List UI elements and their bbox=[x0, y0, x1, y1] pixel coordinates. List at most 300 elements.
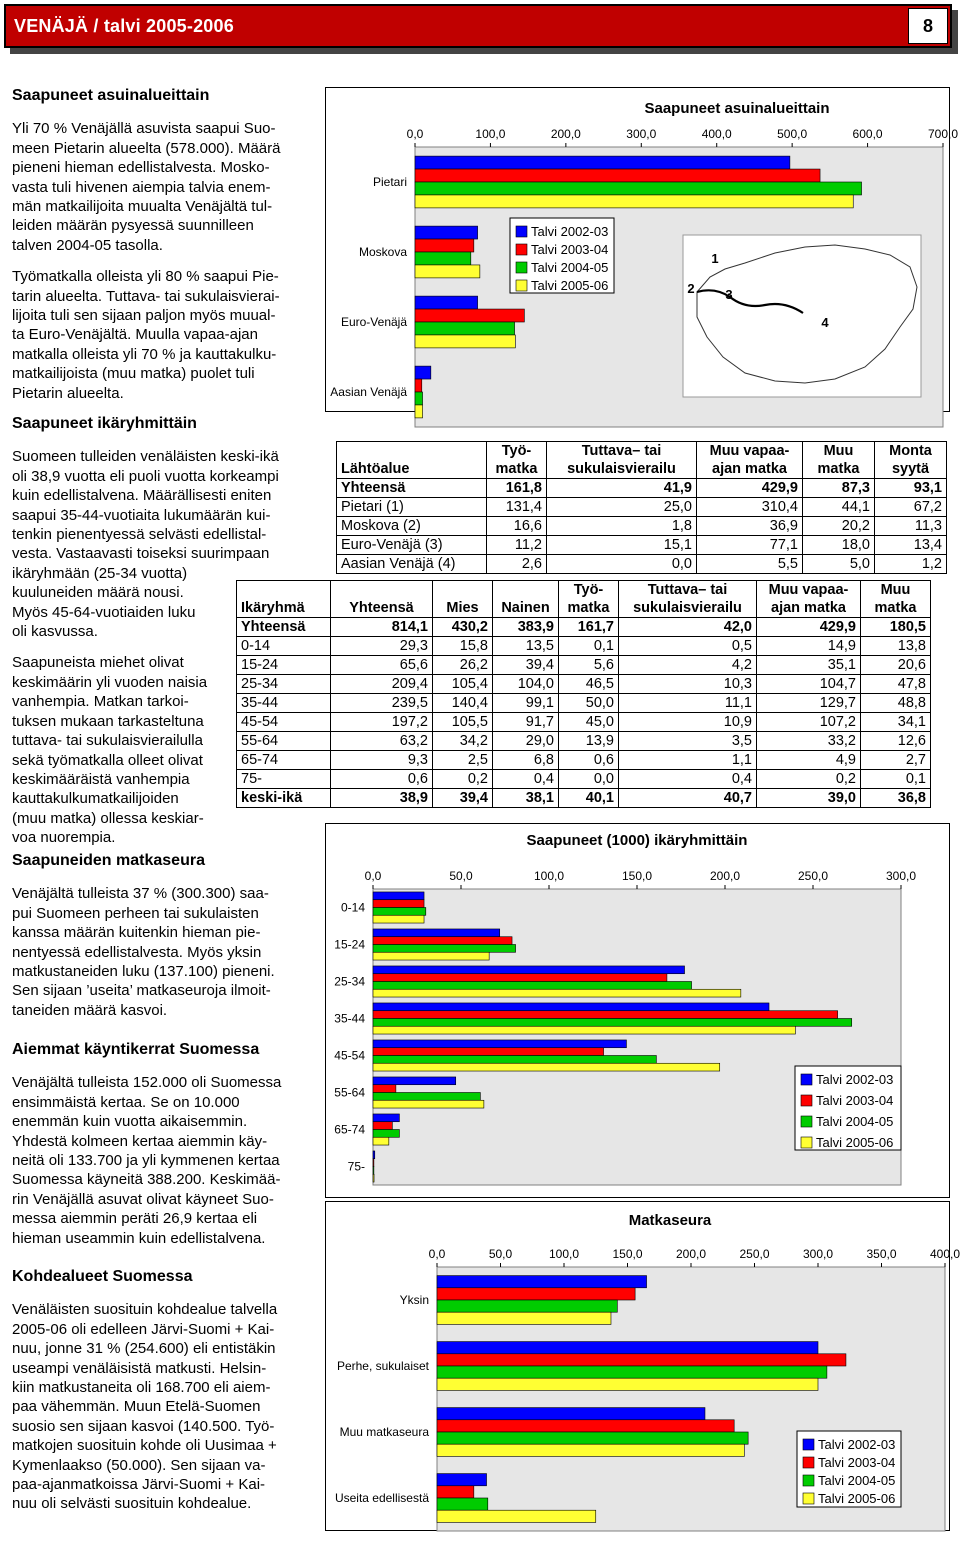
chart-age-svg bbox=[325, 823, 950, 1198]
chart-title: Saapuneet asuinalueittain bbox=[644, 100, 830, 117]
table-cell: 5,6 bbox=[559, 656, 619, 675]
paragraph: Suomeen tulleiden venäläisten keski-ikä oli 38,9 vuotta eli puoli vuotta korkeampi kuin edellistalvena. Määrällisesti eniten saapui 35-44-vuotiaita lukumäärän kui- tenkin pienentyessä selvästi edellistal- vesta. Vastaavasti toiseksi suurimpaan ikäryhmään (25-34 vuotta) kuuluneiden määrä nousi. Myös 45-64-vuotiaiden luku oli kasvussa. bbox=[12, 448, 279, 641]
tick-label: 700,0 bbox=[927, 127, 959, 141]
table-cell: 140,4 bbox=[433, 694, 493, 713]
table-cell: 11,2 bbox=[487, 536, 547, 555]
table-cell: 429,9 bbox=[757, 618, 861, 637]
legend-swatch bbox=[803, 1457, 814, 1468]
bar bbox=[373, 1063, 720, 1071]
table-cell: 0,2 bbox=[757, 770, 861, 789]
category-label: Aasian Venäjä bbox=[330, 385, 407, 399]
section-heading: Saapuneiden matkaseura bbox=[12, 852, 205, 869]
category-label: Pietari bbox=[372, 175, 407, 189]
tick-label: 350,0 bbox=[866, 1247, 897, 1261]
table-header-cell: Lähtöalue bbox=[337, 442, 487, 479]
bar bbox=[373, 1167, 374, 1175]
tick-label: 100,0 bbox=[548, 1247, 580, 1261]
table-cell: 0-14 bbox=[237, 637, 331, 656]
legend-swatch bbox=[801, 1095, 812, 1106]
table-cell: 430,2 bbox=[433, 618, 493, 637]
category-label: 65-74 bbox=[334, 1122, 365, 1137]
table-cell: 2,6 bbox=[487, 555, 547, 574]
table-cell: 25-34 bbox=[237, 675, 331, 694]
bar bbox=[415, 169, 820, 182]
section-heading: Saapuneet ikäryhmittäin bbox=[12, 415, 197, 432]
table-cell: 75- bbox=[237, 770, 331, 789]
category-label: 55-64 bbox=[334, 1085, 365, 1100]
table-row bbox=[337, 479, 947, 498]
bar bbox=[373, 1077, 456, 1085]
table-cell: 814,1 bbox=[331, 618, 433, 637]
table-cell: 16,6 bbox=[487, 517, 547, 536]
category-label: Useita edellisestä bbox=[334, 1491, 429, 1505]
table-cell: 65,6 bbox=[331, 656, 433, 675]
legend-label: Talvi 2004-05 bbox=[531, 260, 609, 275]
table-cell: 45,0 bbox=[559, 713, 619, 732]
table-cell: 14,9 bbox=[757, 637, 861, 656]
table-header-cell: Muu vapaa- ajan matka bbox=[757, 581, 861, 618]
table-cell: 33,2 bbox=[757, 732, 861, 751]
table-cell: 105,5 bbox=[433, 713, 493, 732]
tick-label: 50,0 bbox=[488, 1247, 513, 1261]
map-region-label: 4 bbox=[821, 315, 829, 330]
table-cell: 13,8 bbox=[861, 637, 931, 656]
table-header-cell: Mies bbox=[433, 581, 493, 618]
table-cell: 20,6 bbox=[861, 656, 931, 675]
category-label: 0-14 bbox=[340, 900, 365, 915]
legend-swatch bbox=[803, 1439, 814, 1450]
table-header-cell: Tuttava– tai sukulaisvierailu bbox=[547, 442, 697, 479]
chart-company bbox=[325, 1201, 960, 1531]
legend-swatch bbox=[516, 226, 527, 237]
bar bbox=[373, 1003, 769, 1011]
paragraph: Venäjältä tulleista 152.000 oli Suomessa ensimmäistä kertaa. Se on 10.000 enemmän kuin vuotta aikaisemmin. Yhdestä kolmeen kertaa aiemmin käy- neitä oli 133.700 ja yli kymmenen kertaa Suomessa käyneitä 388.200. Keskimää- rin Venäjällä asuvat olivat käyneet Suo- messa aiemmin peräti 26,9 kertaa eli hieman useammin kuin edellistalvena. bbox=[12, 1074, 282, 1247]
bar bbox=[373, 937, 512, 945]
table-cell: 77,1 bbox=[697, 536, 803, 555]
chart-region-svg bbox=[325, 87, 959, 412]
tick-label: 400,0 bbox=[701, 127, 732, 141]
bar bbox=[437, 1498, 488, 1510]
table-header-cell: Työ- matka bbox=[487, 442, 547, 479]
table-cell: 11,1 bbox=[619, 694, 757, 713]
bar bbox=[373, 966, 685, 974]
bar bbox=[415, 379, 422, 392]
table-cell: 1,1 bbox=[619, 751, 757, 770]
table-cell: 180,5 bbox=[861, 618, 931, 637]
section-heading: Aiemmat käyntikerrat Suomessa bbox=[12, 1041, 260, 1058]
legend-swatch bbox=[801, 1116, 812, 1127]
table-cell: 0,0 bbox=[559, 770, 619, 789]
bar bbox=[373, 915, 424, 923]
bar bbox=[373, 908, 426, 916]
bar bbox=[415, 309, 524, 322]
legend-label: Talvi 2005-06 bbox=[818, 1491, 896, 1506]
table-cell: Aasian Venäjä (4) bbox=[337, 555, 487, 574]
table-cell: 131,4 bbox=[487, 498, 547, 517]
bar bbox=[373, 1130, 399, 1138]
table-cell: 39,0 bbox=[757, 789, 861, 808]
table-cell: 13,5 bbox=[493, 637, 559, 656]
category-label: 15-24 bbox=[334, 937, 365, 952]
table-cell: Euro-Venäjä (3) bbox=[337, 536, 487, 555]
table-cell: 2,5 bbox=[433, 751, 493, 770]
tick-label: 300,0 bbox=[885, 869, 917, 883]
table-cell: 40,1 bbox=[559, 789, 619, 808]
bar bbox=[373, 1151, 375, 1159]
category-label: 25-34 bbox=[334, 974, 365, 989]
bar bbox=[373, 974, 667, 982]
map-region-label: 2 bbox=[687, 281, 695, 296]
table-row bbox=[237, 789, 931, 808]
table-cell: 129,7 bbox=[757, 694, 861, 713]
bar bbox=[437, 1276, 647, 1288]
table-cell: 20,2 bbox=[803, 517, 875, 536]
table-header-cell: Tuttava– tai sukulaisvierailu bbox=[619, 581, 757, 618]
table-header-cell: Yhteensä bbox=[331, 581, 433, 618]
table-cell: 1,2 bbox=[875, 555, 947, 574]
table-row bbox=[237, 751, 931, 770]
table-cell: 0,4 bbox=[619, 770, 757, 789]
table-cell: 65-74 bbox=[237, 751, 331, 770]
bar bbox=[373, 1026, 795, 1034]
bar bbox=[373, 945, 516, 953]
table-cell: 67,2 bbox=[875, 498, 947, 517]
tick-label: 150,0 bbox=[612, 1247, 643, 1261]
paragraph: Venäjältä tulleista 37 % (300.300) saa- pui Suomeen perheen tai sukulaisten kanssa määrän kuitenkin hieman pie- nentyessä edellistalvesta. Myös yksin matkustaneiden luku (137.100) pieneni. Sen sijaan ’useita’ matkaseuroja ilmoit- taneiden määrä kasvoi. bbox=[12, 885, 275, 1019]
table-cell: Moskova (2) bbox=[337, 517, 487, 536]
bar bbox=[373, 1085, 396, 1093]
table-cell: 15-24 bbox=[237, 656, 331, 675]
table-cell: 15,8 bbox=[433, 637, 493, 656]
table-cell: 161,7 bbox=[559, 618, 619, 637]
table-cell: 0,4 bbox=[493, 770, 559, 789]
bar bbox=[437, 1510, 596, 1522]
table-cell: 209,4 bbox=[331, 675, 433, 694]
table-cell: 6,8 bbox=[493, 751, 559, 770]
table-cell: 104,0 bbox=[493, 675, 559, 694]
table-row bbox=[237, 637, 931, 656]
legend-label: Talvi 2004-05 bbox=[818, 1473, 896, 1488]
table-cell: 25,0 bbox=[547, 498, 697, 517]
table-header-cell: Muu vapaa- ajan matka bbox=[697, 442, 803, 479]
tick-label: 0,0 bbox=[364, 869, 382, 883]
category-label: Perhe, sukulaiset bbox=[336, 1359, 429, 1373]
map-frame bbox=[683, 235, 921, 397]
table-cell: 429,9 bbox=[697, 479, 803, 498]
bar bbox=[437, 1366, 827, 1378]
tick-label: 50,0 bbox=[449, 869, 473, 883]
bar bbox=[415, 252, 471, 265]
bar bbox=[373, 1011, 838, 1019]
table-cell: 239,5 bbox=[331, 694, 433, 713]
legend-label: Talvi 2004-05 bbox=[816, 1114, 894, 1129]
legend-label: Talvi 2005-06 bbox=[816, 1135, 894, 1150]
bar bbox=[437, 1342, 818, 1354]
table-header-cell: Muu matka bbox=[803, 442, 875, 479]
bar bbox=[415, 405, 423, 418]
table-cell: 5,0 bbox=[803, 555, 875, 574]
tick-label: 100,0 bbox=[475, 127, 506, 141]
table-cell: 9,3 bbox=[331, 751, 433, 770]
section-kayntikerrat bbox=[12, 1040, 317, 1260]
table-cell: 4,9 bbox=[757, 751, 861, 770]
table-cell: 39,4 bbox=[493, 656, 559, 675]
category-label: Euro-Venäjä bbox=[340, 315, 407, 329]
bar bbox=[373, 1040, 626, 1048]
table-row bbox=[337, 555, 947, 574]
tick-label: 600,0 bbox=[852, 127, 883, 141]
table-cell: 39,4 bbox=[433, 789, 493, 808]
table-cell: 0,1 bbox=[559, 637, 619, 656]
table-cell: 41,9 bbox=[547, 479, 697, 498]
table-cell: 12,6 bbox=[861, 732, 931, 751]
bar bbox=[437, 1420, 734, 1432]
table-cell: 63,2 bbox=[331, 732, 433, 751]
table-cell: 48,8 bbox=[861, 694, 931, 713]
table-row bbox=[237, 656, 931, 675]
table-cell: 42,0 bbox=[619, 618, 757, 637]
table-row bbox=[337, 498, 947, 517]
bar bbox=[437, 1378, 818, 1390]
tick-label: 200,0 bbox=[709, 869, 741, 883]
tick-label: 300,0 bbox=[802, 1247, 834, 1261]
table-header-cell: Ikäryhmä bbox=[237, 581, 331, 618]
table-cell: Yhteensä bbox=[237, 618, 331, 637]
table-row bbox=[237, 694, 931, 713]
legend-swatch bbox=[801, 1137, 812, 1148]
chart-age bbox=[325, 823, 950, 1198]
page-header bbox=[0, 0, 960, 55]
bar bbox=[415, 335, 515, 348]
table-row bbox=[337, 536, 947, 555]
table-cell: Pietari (1) bbox=[337, 498, 487, 517]
table-cell: 107,2 bbox=[757, 713, 861, 732]
table-header-cell: Nainen bbox=[493, 581, 559, 618]
chart-title: Saapuneet (1000) ikäryhmittäin bbox=[526, 832, 748, 849]
bar bbox=[373, 952, 489, 960]
table-cell: 45-54 bbox=[237, 713, 331, 732]
paragraph: Saapuneista miehet olivat keskimäärin yli vuoden naisia vanhempia. Matkan tarkoi- tuksen mukaan tarkasteltuna tuttava- tai sukulaisvierailulla sekä työmatkalla olleet olivat keskimääräistä vanhempia kauttakulkumatkailijoiden (muu matka) ollessa keskiar- voa nuorempia. bbox=[12, 654, 208, 847]
bar bbox=[373, 892, 424, 900]
table-row bbox=[337, 517, 947, 536]
table-cell: 15,1 bbox=[547, 536, 697, 555]
table-row bbox=[237, 770, 931, 789]
table-cell: 40,7 bbox=[619, 789, 757, 808]
table-cell: 55-64 bbox=[237, 732, 331, 751]
table-cell: 29,3 bbox=[331, 637, 433, 656]
table-cell: 35-44 bbox=[237, 694, 331, 713]
category-label: 35-44 bbox=[334, 1011, 365, 1026]
table-row bbox=[237, 675, 931, 694]
paragraph: Venäläisten suosituin kohdealue talvella 2005-06 oli edelleen Järvi-Suomi + Kai- nuu, jonne 31 % (254.600) eli entistäkin useampi venäläisistä matkusti. Helsin- kiin matkustaneita oli 168.700 eli aiem- paa vähemmän. Muun Etelä-Suomen suosio sen sijaan kasvoi (140.500. Työ- matkojen suosituin kohde oli Uusimaa + Kymenlaakso (50.000). Sen sijaan va- paa-ajanmatkoissa Järvi-Suomi + Kai- nuu oli selvästi suosituin kohdealue. bbox=[12, 1301, 278, 1513]
table-cell: 38,1 bbox=[493, 789, 559, 808]
bar bbox=[373, 982, 692, 990]
table-cell: 34,2 bbox=[433, 732, 493, 751]
map-region-label: 3 bbox=[725, 287, 733, 302]
table-cell: 10,9 bbox=[619, 713, 757, 732]
chart-title: Matkaseura bbox=[628, 1212, 712, 1229]
tick-label: 300,0 bbox=[626, 127, 657, 141]
bar bbox=[373, 1137, 389, 1145]
table-cell: keski-ikä bbox=[237, 789, 331, 808]
bar bbox=[373, 929, 500, 937]
bar bbox=[373, 1174, 374, 1182]
header-title: VENÄJÄ / talvi 2005-2006 bbox=[14, 16, 234, 36]
bar bbox=[415, 265, 480, 278]
legend-swatch bbox=[516, 280, 527, 291]
table-cell: 18,0 bbox=[803, 536, 875, 555]
bar bbox=[415, 322, 515, 335]
bar bbox=[415, 182, 862, 195]
tick-label: 500,0 bbox=[777, 127, 808, 141]
bar bbox=[415, 156, 790, 169]
table-region bbox=[336, 441, 947, 574]
table-cell: 87,3 bbox=[803, 479, 875, 498]
table-cell: 50,0 bbox=[559, 694, 619, 713]
bar bbox=[437, 1486, 474, 1498]
category-label: Yksin bbox=[399, 1293, 429, 1307]
section-kohdealueet bbox=[12, 1267, 317, 1526]
table-cell: 38,9 bbox=[331, 789, 433, 808]
bar bbox=[437, 1300, 617, 1312]
tick-label: 200,0 bbox=[675, 1247, 707, 1261]
paragraph: Työmatkalla olleista yli 80 % saapui Pie- tarin alueelta. Tuttava- tai sukulaisvierai- lijoita tuli sen sijaan paljon myös muual- ta Euro-Venäjältä. Muulla vapaa-ajan matkalla olleista yli 70 % ja kauttakulku- matkailijoista (muu matka) puolet tuli Pietarin alueelta. bbox=[12, 268, 280, 402]
tick-label: 0,0 bbox=[406, 127, 424, 141]
bar bbox=[373, 1048, 604, 1056]
table-cell: 36,9 bbox=[697, 517, 803, 536]
bar bbox=[437, 1312, 611, 1324]
table-cell: 104,7 bbox=[757, 675, 861, 694]
tick-label: 400,0 bbox=[929, 1247, 960, 1261]
bar bbox=[373, 1159, 374, 1167]
table-cell: 99,1 bbox=[493, 694, 559, 713]
table-row bbox=[237, 713, 931, 732]
table-cell: 383,9 bbox=[493, 618, 559, 637]
table-cell: 1,8 bbox=[547, 517, 697, 536]
tick-label: 100,0 bbox=[533, 869, 565, 883]
legend-label: Talvi 2003-04 bbox=[531, 242, 609, 257]
legend-swatch bbox=[801, 1074, 812, 1085]
table-cell: 13,9 bbox=[559, 732, 619, 751]
page-number: 8 bbox=[908, 8, 948, 44]
tick-label: 0,0 bbox=[428, 1247, 446, 1261]
bar bbox=[415, 296, 478, 309]
bar bbox=[373, 1114, 399, 1122]
table-cell: 91,7 bbox=[493, 713, 559, 732]
map-region-label: 1 bbox=[711, 251, 719, 266]
table-cell: 10,3 bbox=[619, 675, 757, 694]
bar bbox=[373, 1019, 852, 1027]
category-label: Moskova bbox=[358, 245, 407, 259]
table-cell: 5,5 bbox=[697, 555, 803, 574]
table-cell: 0,5 bbox=[619, 637, 757, 656]
bar bbox=[373, 1056, 656, 1064]
bar bbox=[437, 1354, 846, 1366]
legend-label: Talvi 2002-03 bbox=[818, 1437, 896, 1452]
bar bbox=[415, 239, 474, 252]
bar bbox=[373, 900, 424, 908]
table-cell: 0,0 bbox=[547, 555, 697, 574]
table-cell: 310,4 bbox=[697, 498, 803, 517]
table-cell: 44,1 bbox=[803, 498, 875, 517]
category-label: 75- bbox=[347, 1159, 365, 1174]
table-cell: 0,1 bbox=[861, 770, 931, 789]
section-heading: Saapuneet asuinalueittain bbox=[12, 87, 210, 104]
chart-company-svg bbox=[325, 1201, 960, 1531]
table-row bbox=[237, 618, 931, 637]
bar bbox=[373, 1093, 480, 1101]
bar bbox=[437, 1432, 748, 1444]
table-cell: 36,8 bbox=[861, 789, 931, 808]
legend-swatch bbox=[516, 244, 527, 255]
table-cell: 35,1 bbox=[757, 656, 861, 675]
bar bbox=[437, 1288, 635, 1300]
table-cell: 0,2 bbox=[433, 770, 493, 789]
paragraph: Yli 70 % Venäjällä asuvista saapui Suo- meen Pietarin alueelta (578.000). Määrä pieneni hieman edellistalvesta. Mosko- vasta tuli hivenen aiempia talvia enem- män matkailijoita muualta Venäjältä tul- leiden määrän pysyessä suunnilleen talven 2004-05 tasolla. bbox=[12, 120, 281, 254]
legend-swatch bbox=[803, 1493, 814, 1504]
bar bbox=[415, 226, 478, 239]
chart-region bbox=[325, 87, 959, 412]
table-cell: 105,4 bbox=[433, 675, 493, 694]
russia-map bbox=[683, 235, 921, 397]
section-heading: Kohdealueet Suomessa bbox=[12, 1268, 193, 1285]
bar bbox=[373, 1122, 392, 1130]
table-cell: 0,6 bbox=[559, 751, 619, 770]
bar bbox=[437, 1408, 705, 1420]
legend-label: Talvi 2003-04 bbox=[816, 1093, 894, 1108]
bar bbox=[415, 392, 423, 405]
table-header-cell: Monta syytä bbox=[875, 442, 947, 479]
bar bbox=[373, 1100, 484, 1108]
table-cell: 13,4 bbox=[875, 536, 947, 555]
table-cell: 29,0 bbox=[493, 732, 559, 751]
table-row bbox=[237, 732, 931, 751]
table-cell: 3,5 bbox=[619, 732, 757, 751]
table-cell: Yhteensä bbox=[337, 479, 487, 498]
legend-label: Talvi 2002-03 bbox=[816, 1072, 894, 1087]
legend-swatch bbox=[516, 262, 527, 273]
section-matkaseura bbox=[12, 851, 317, 1032]
tick-label: 200,0 bbox=[550, 127, 581, 141]
legend-label: Talvi 2003-04 bbox=[818, 1455, 896, 1470]
table-cell: 26,2 bbox=[433, 656, 493, 675]
tick-label: 150,0 bbox=[621, 869, 653, 883]
category-label: 45-54 bbox=[334, 1048, 365, 1063]
bar bbox=[415, 366, 431, 379]
table-cell: 93,1 bbox=[875, 479, 947, 498]
table-cell: 4,2 bbox=[619, 656, 757, 675]
table-cell: 161,8 bbox=[487, 479, 547, 498]
table-cell: 46,5 bbox=[559, 675, 619, 694]
category-label: Muu matkaseura bbox=[339, 1425, 429, 1439]
legend-label: Talvi 2002-03 bbox=[531, 224, 609, 239]
table-cell: 0,6 bbox=[331, 770, 433, 789]
tick-label: 250,0 bbox=[797, 869, 829, 883]
legend-swatch bbox=[803, 1475, 814, 1486]
table-age bbox=[236, 580, 931, 808]
table-cell: 11,3 bbox=[875, 517, 947, 536]
legend-label: Talvi 2005-06 bbox=[531, 278, 609, 293]
bar bbox=[373, 989, 741, 997]
bar bbox=[437, 1444, 744, 1456]
tick-label: 250,0 bbox=[739, 1247, 770, 1261]
table-cell: 2,7 bbox=[861, 751, 931, 770]
table-cell: 197,2 bbox=[331, 713, 433, 732]
bar bbox=[437, 1474, 487, 1486]
section-asuinalueittain bbox=[12, 86, 312, 415]
table-header-cell: Muu matka bbox=[861, 581, 931, 618]
table-cell: 47,8 bbox=[861, 675, 931, 694]
